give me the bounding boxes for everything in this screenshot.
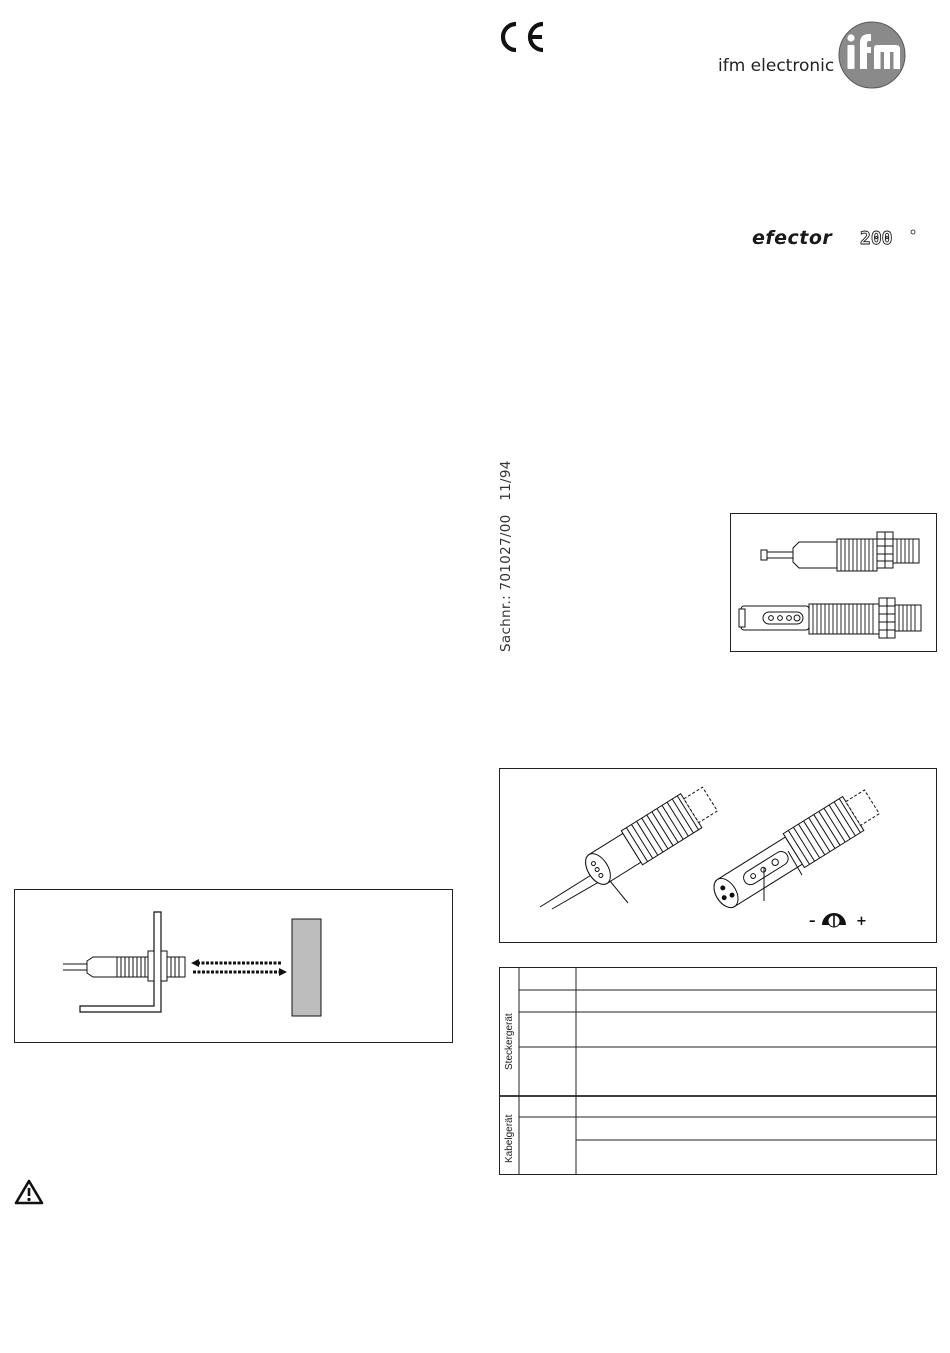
potentiometer-icon — [809, 913, 867, 929]
minus-sign: – — [809, 914, 816, 929]
warning-triangle-icon — [14, 1179, 44, 1205]
company-name: ifm electronic — [718, 56, 835, 76]
svg-text:200: 200 — [860, 228, 893, 249]
efector200-brand — [752, 226, 918, 250]
connection-table — [499, 967, 937, 1175]
plus-sign: + — [856, 914, 867, 929]
target-object — [292, 919, 321, 1016]
svg-text:efector: efector — [752, 227, 833, 249]
group-label-cable: Kabelgerät — [504, 1114, 515, 1163]
mounting-figure — [14, 889, 453, 1043]
order-number: Sachnr.: 701027/00 11/94 — [498, 460, 514, 652]
cable-sensor-drawing — [761, 532, 919, 571]
plug-sensor-drawing — [739, 598, 921, 638]
led-adjustment-figure — [499, 768, 937, 943]
product-variants-figure — [730, 513, 937, 652]
ifm-logo-icon — [836, 21, 908, 89]
ce-mark-icon — [497, 20, 547, 54]
group-label-plug: Steckergerät — [504, 1013, 515, 1070]
